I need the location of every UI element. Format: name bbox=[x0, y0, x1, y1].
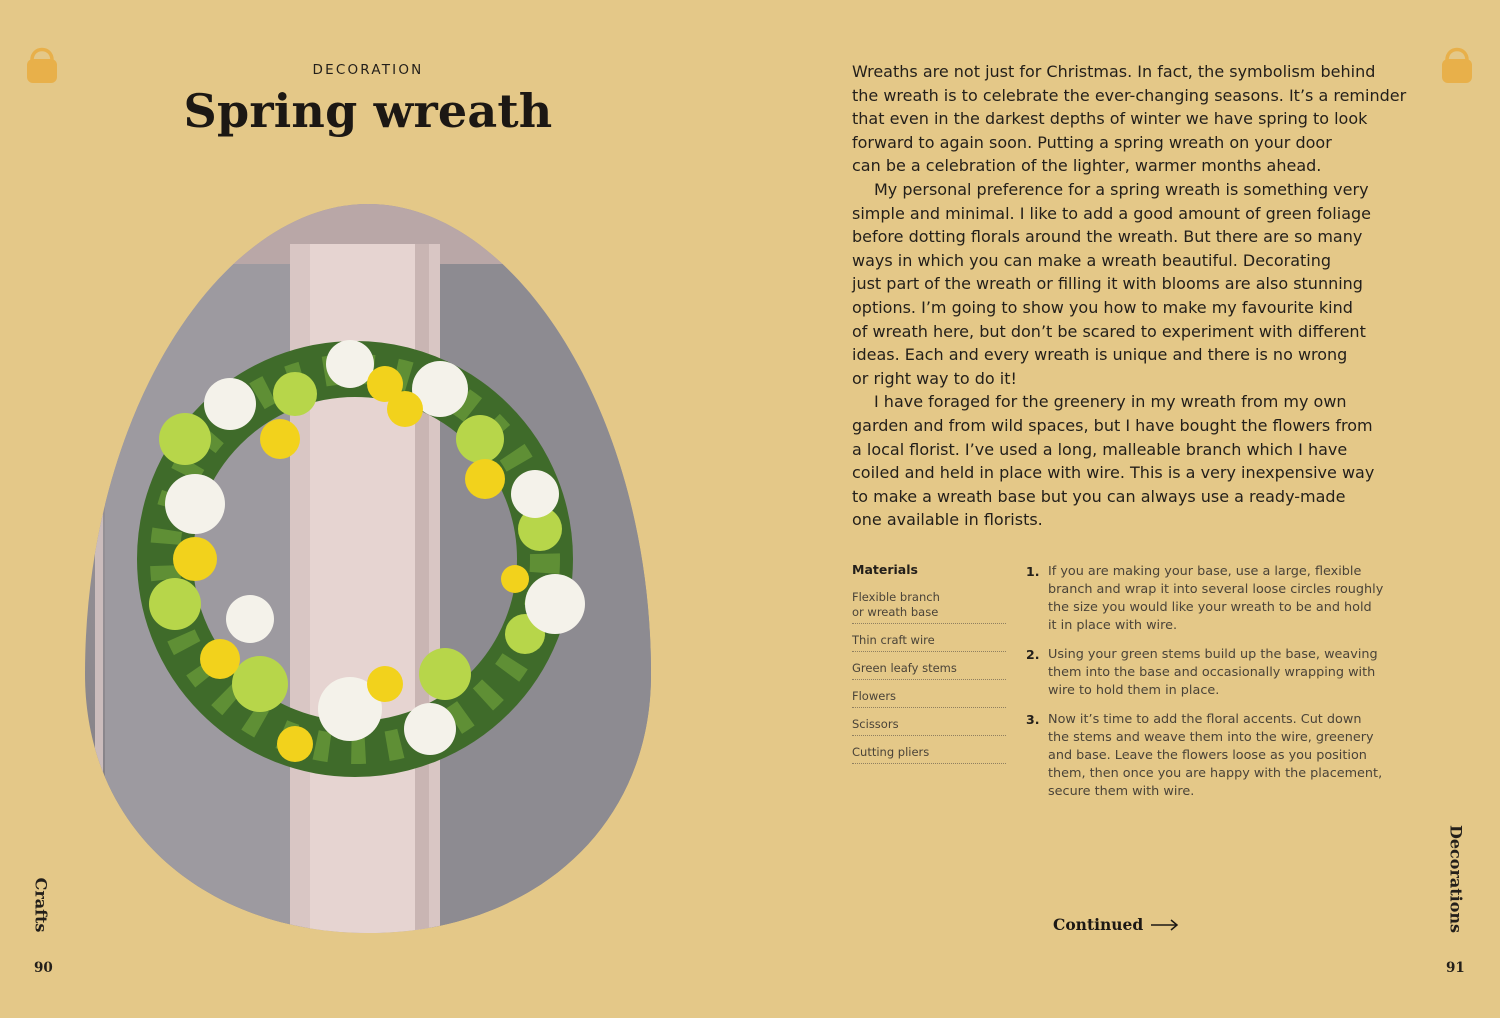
section-kicker: DECORATION bbox=[312, 62, 424, 78]
material-item-line: Green leafy stems bbox=[852, 661, 957, 675]
materials-list bbox=[852, 562, 1006, 773]
body-line: coiled and held in place with wire. This is a very inexpensive way bbox=[852, 463, 1375, 483]
step-line: Now it’s time to add the floral accents. Cut down bbox=[1048, 712, 1362, 727]
body-text bbox=[852, 60, 1418, 532]
page-title: Spring wreath bbox=[183, 84, 553, 138]
basket-icon bbox=[26, 42, 58, 84]
material-item-line: Thin craft wire bbox=[852, 633, 935, 647]
body-line: just part of the wreath or filling it with blooms are also stunning bbox=[852, 274, 1363, 294]
step-number: 2. bbox=[1026, 647, 1040, 662]
body-line: that even in the darkest depths of winter we have spring to look bbox=[852, 109, 1368, 129]
step-line: it in place with wire. bbox=[1048, 618, 1178, 633]
continued-link[interactable] bbox=[1053, 915, 1179, 934]
body-line: simple and minimal. I like to add a good amount of green foliage bbox=[852, 203, 1371, 223]
material-item-line: or wreath base bbox=[852, 605, 939, 619]
body-line: garden and from wild spaces, but I have bought the flowers from bbox=[852, 415, 1373, 435]
body-line: ways in which you can make a wreath beautiful. Decorating bbox=[852, 250, 1332, 270]
step-line: the stems and weave them into the wire, greenery bbox=[1048, 730, 1374, 745]
body-line: forward to again soon. Putting a spring wreath on your door bbox=[852, 132, 1332, 152]
side-label-decorations: Decorations bbox=[1446, 824, 1466, 934]
body-line: or right way to do it! bbox=[852, 368, 1017, 388]
material-item-line: Flexible branch bbox=[852, 590, 940, 604]
page-number-left: 90 bbox=[34, 960, 53, 976]
body-line: to make a wreath base but you can always use a ready-made bbox=[852, 486, 1346, 506]
page-number-right: 91 bbox=[1446, 960, 1465, 976]
body-line: ideas. Each and every wreath is unique and there is no wrong bbox=[852, 345, 1348, 365]
body-line: Wreaths are not just for Christmas. In fact, the symbolism behind bbox=[852, 62, 1376, 81]
step-line: the size you would like your wreath to be and hold bbox=[1048, 600, 1372, 615]
material-item bbox=[852, 661, 1006, 680]
basket-icon bbox=[1441, 42, 1473, 84]
material-item bbox=[852, 633, 1006, 652]
instruction-steps bbox=[1026, 563, 1406, 812]
material-item-line: Cutting pliers bbox=[852, 745, 930, 759]
body-line: I have foraged for the greenery in my wreath from my own bbox=[874, 392, 1347, 412]
step-line: wire to hold them in place. bbox=[1048, 683, 1220, 698]
body-line: of wreath here, but don’t be scared to experiment with different bbox=[852, 321, 1366, 341]
material-item-line: Flowers bbox=[852, 689, 897, 703]
step-line: Using your green stems build up the base, weaving bbox=[1048, 647, 1378, 662]
body-line: can be a celebration of the lighter, warmer months ahead. bbox=[852, 156, 1322, 176]
step-item bbox=[1026, 711, 1406, 801]
step-line: If you are making your base, use a large, flexible bbox=[1048, 564, 1362, 579]
step-text bbox=[1048, 563, 1383, 635]
step-line: and base. Leave the flowers loose as you position bbox=[1048, 748, 1367, 763]
body-line: a local florist. I’ve used a long, malleable branch which I have bbox=[852, 439, 1348, 459]
body-line: options. I’m going to show you how to make my favourite kind bbox=[852, 297, 1353, 317]
step-item bbox=[1026, 563, 1406, 635]
body-line: the wreath is to celebrate the ever-changing seasons. It’s a reminder bbox=[852, 85, 1407, 105]
side-label-crafts: Crafts bbox=[31, 877, 51, 933]
material-item bbox=[852, 717, 1006, 736]
step-item bbox=[1026, 646, 1406, 700]
step-number: 3. bbox=[1026, 712, 1040, 727]
step-line: branch and wrap it into several loose circles roughly bbox=[1048, 582, 1384, 597]
continued-label: Continued bbox=[1053, 915, 1144, 934]
material-item-line: Scissors bbox=[852, 717, 899, 731]
wreath-photo bbox=[85, 204, 651, 933]
material-item bbox=[852, 590, 1006, 624]
body-line: before dotting florals around the wreath. But there are so many bbox=[852, 227, 1363, 247]
body-line: My personal preference for a spring wreath is something very bbox=[874, 179, 1369, 199]
body-line: one available in florists. bbox=[852, 510, 1043, 530]
step-line: secure them with wire. bbox=[1048, 784, 1195, 799]
step-line: them into the base and occasionally wrapping with bbox=[1048, 665, 1376, 680]
material-item bbox=[852, 689, 1006, 708]
step-text bbox=[1048, 711, 1382, 801]
arrow-right-icon bbox=[1151, 919, 1179, 931]
materials-title: Materials bbox=[852, 562, 918, 577]
step-text bbox=[1048, 646, 1378, 700]
material-item bbox=[852, 745, 1006, 764]
step-line: them, then once you are happy with the placement, bbox=[1048, 766, 1383, 781]
step-number: 1. bbox=[1026, 564, 1040, 579]
